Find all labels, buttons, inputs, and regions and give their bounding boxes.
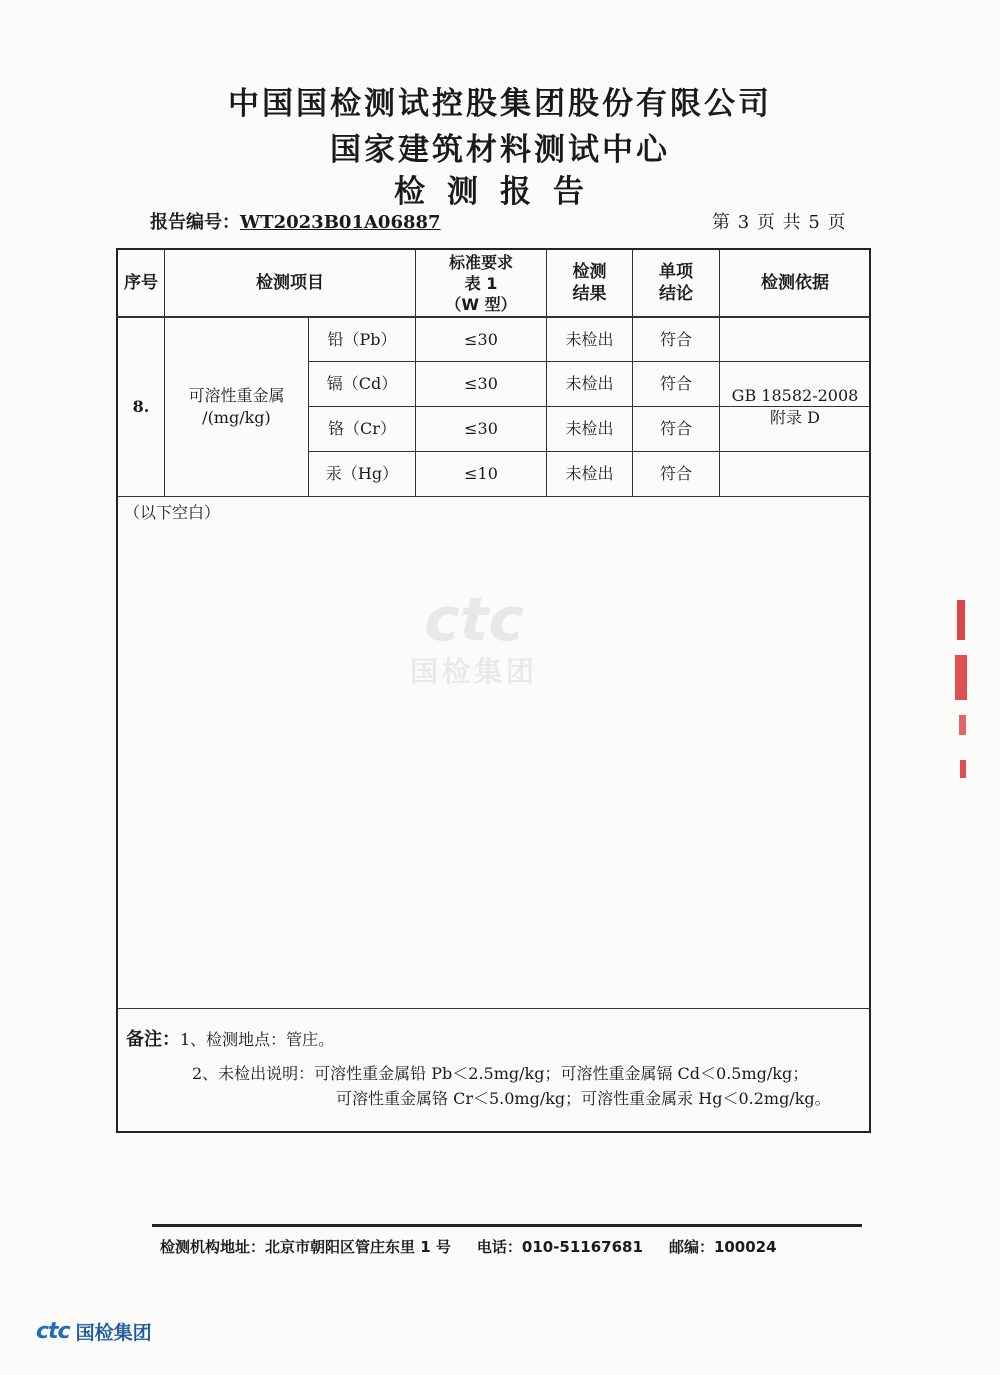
- conclusion-cell: 符合: [659, 419, 692, 438]
- header-standard: 标准要求 表 1 （W 型）: [445, 252, 517, 314]
- notes-divider: [116, 1008, 871, 1009]
- result-cell: 未检出: [565, 329, 614, 349]
- header-basis: 检测依据: [761, 273, 829, 293]
- element-cell: 镉（Cd）: [326, 374, 398, 393]
- ctc-logo: [36, 1318, 152, 1345]
- report-number-value: WT2023B01A06887: [240, 212, 441, 233]
- conclusion-cell: 符合: [659, 329, 692, 349]
- footer-postcode: 邮编：100024: [668, 1238, 777, 1256]
- footer-address: 检测机构地址：北京市朝阳区管庄东里 1 号: [160, 1238, 451, 1256]
- report-number: [150, 208, 441, 234]
- result-cell: 未检出: [565, 419, 614, 438]
- ctc-logo-name: 国检集团: [75, 1322, 152, 1344]
- ctc-logo-mark: ctc: [36, 1319, 70, 1344]
- conclusion-cell: 符合: [659, 464, 692, 483]
- notes-line-2: 2、未检出说明：可溶性重金属铅 Pb＜2.5mg/kg；可溶性重金属镉 Cd＜0.5mg/kg；: [192, 1064, 809, 1083]
- conclusion-cell: 符合: [659, 374, 692, 393]
- element-cell: 铅（Pb）: [327, 329, 397, 349]
- report-title: 检测报告: [394, 174, 606, 210]
- header-conclusion: 单项 结论: [659, 262, 693, 304]
- header-result: 检测 结果: [572, 262, 607, 304]
- company-name: 中国国检测试控股集团股份有限公司: [228, 86, 772, 122]
- footer-phone: 电话：010-51167681: [476, 1238, 643, 1256]
- result-cell: 未检出: [565, 374, 614, 393]
- notes-line-1: [126, 1025, 334, 1051]
- footer-contact: [160, 1236, 803, 1257]
- test-basis: GB 18582-2008 附录 D: [731, 386, 859, 427]
- center-name: 国家建筑材料测试中心: [330, 132, 670, 168]
- watermark-logo-mark: ctc: [424, 585, 524, 655]
- notes-label: 备注：: [126, 1029, 180, 1050]
- blank-below-note: （以下空白）: [124, 503, 221, 522]
- header-seq: 序号: [124, 273, 158, 293]
- standard-cell: ≤10: [464, 464, 498, 483]
- seal-stamp-fragment: [955, 600, 969, 780]
- standard-cell: ≤30: [464, 419, 498, 438]
- notes-line-3: 可溶性重金属铬 Cr＜5.0mg/kg；可溶性重金属汞 Hg＜0.2mg/kg。: [336, 1089, 831, 1108]
- standard-cell: ≤30: [464, 374, 498, 393]
- header-item: 检测项目: [256, 273, 324, 293]
- watermark-logo-name: 国检集团: [410, 655, 539, 688]
- item-name: 可溶性重金属 /(mg/kg): [188, 386, 285, 427]
- element-cell: 汞（Hg）: [325, 464, 399, 483]
- report-number-label: 报告编号：: [150, 212, 240, 233]
- seq-number: 8.: [132, 397, 150, 416]
- table-body-bottom: [116, 496, 871, 497]
- element-cell: 铬（Cr）: [328, 419, 396, 438]
- standard-cell: ≤30: [464, 329, 498, 349]
- footer-divider: [152, 1224, 862, 1227]
- notes-location: 1、检测地点：管庄。: [180, 1030, 335, 1049]
- page-indicator: 第 3 页 共 5 页: [712, 212, 847, 233]
- result-cell: 未检出: [565, 464, 614, 483]
